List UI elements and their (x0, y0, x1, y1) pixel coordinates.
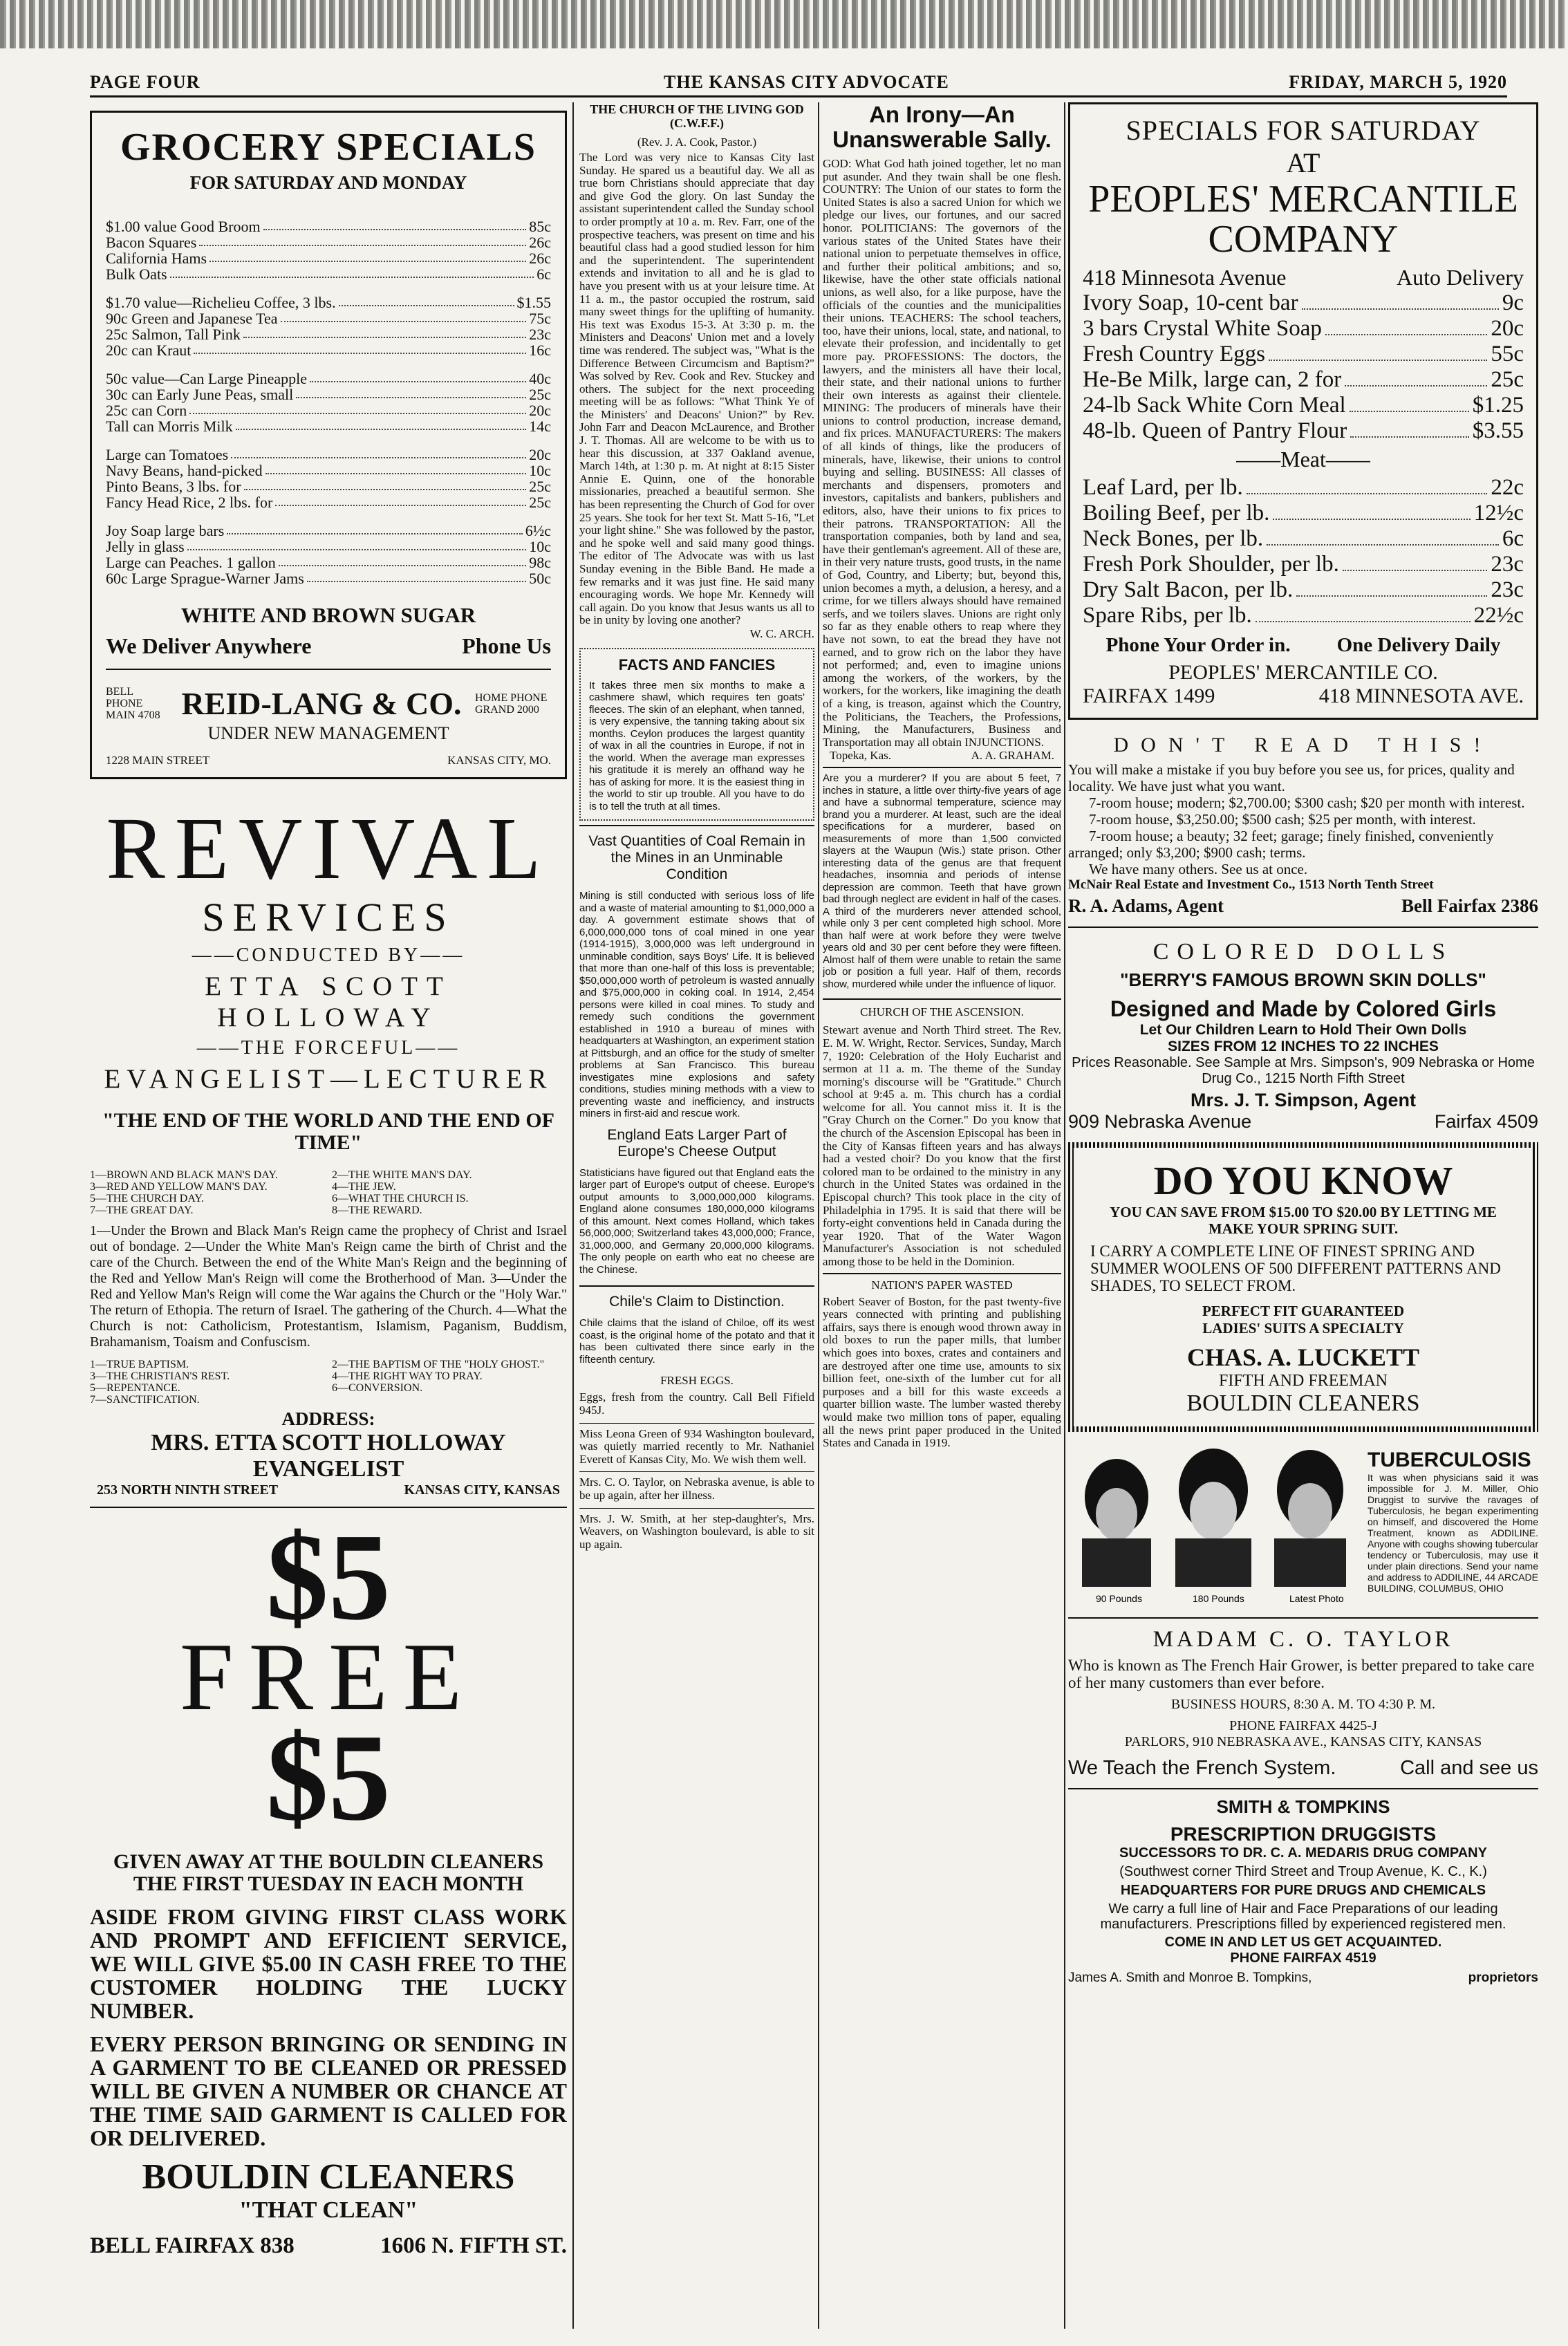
smith-location: (Southwest corner Third Street and Troup Avenue, K. C., K.) (1119, 1864, 1487, 1879)
tb-title: TUBERCULOSIS (1368, 1449, 1531, 1471)
peoples-street: 418 MINNESOTA AVE. (1318, 685, 1524, 707)
item-name: Jelly in glass (106, 538, 185, 555)
home-phone: HOME PHONE GRAND 2000 (475, 691, 548, 716)
item-name: Spare Ribs, per lb. (1083, 603, 1252, 628)
peoples-fairfax: FAIRFAX 1499 (1083, 685, 1215, 707)
item-name: Ivory Soap, 10-cent bar (1083, 290, 1298, 315)
item-name: Dry Salt Bacon, per lb. (1083, 577, 1294, 602)
dolls-phone: Fairfax 4509 (1434, 1111, 1538, 1132)
facts-text: It takes three men six months to make a cashmere shawl, which requires ten goats' fleeces. The skin of an elephant, when tanned, is very expensive, the tanning taking about six months. Ceylon produces the largest quantity of wax in all the countries in Europe, if not in the world. When the average man expresses his gratitude it is merely an offhand way he has of asking for more. It is the easiest thing in the world to stir up trouble. All you have to do is to tell the truth at all times. (589, 679, 805, 812)
topic-item: 3—THE CHRISTIAN'S REST. (90, 1370, 230, 1382)
item-price: 50c (529, 570, 551, 587)
listing-item: We have many others. See us at once. (1089, 861, 1308, 877)
smith-carry: We carry a full line of Hair and Face Preparations of our leading manufacturers. Prescriptions filled by experienced registered men. (1100, 1901, 1506, 1932)
item-price: 75c (529, 310, 551, 327)
item-name: Leaf Lard, per lb. (1083, 475, 1243, 500)
item-price: 25c (1491, 367, 1524, 392)
item-price: $1.55 (516, 294, 551, 311)
topic-item: 8—THE REWARD. (332, 1204, 422, 1216)
grocery-row (106, 326, 551, 342)
smith-sub: PRESCRIPTION DRUGGISTS (1170, 1823, 1437, 1845)
dont-read-agent: R. A. Adams, Agent (1068, 895, 1224, 916)
peoples-row (1083, 418, 1524, 444)
dont-read-company: McNair Real Estate and Investment Co., 1513 North Tenth Street (1068, 877, 1434, 892)
dont-read-items (1068, 794, 1538, 877)
cleaners-phone: BELL FAIRFAX 838 (90, 2233, 295, 2258)
item-price: 55c (1491, 342, 1524, 366)
irony-place: Topeka, Kas. (830, 749, 891, 763)
free-amount: $5 (266, 1508, 391, 1646)
sermon-theme: "THE END OF THE WORLD AND THE END OF TIME" (102, 1109, 554, 1154)
smith-succ: SUCCESSORS TO DR. C. A. MEDARIS DRUG COMPANY (1119, 1845, 1487, 1861)
grocery-row (106, 310, 551, 326)
listing-item: 7-room house, $3,250.00; $500 cash; $25 per month, with interest. (1089, 811, 1476, 828)
dolls-made: Designed and Made by Colored Girls (1110, 996, 1497, 1021)
free-aside: ASIDE FROM GIVING FIRST CLASS WORK AND PROMPT AND EFFICIENT SERVICE, WE WILL GIVE $5.00 IN CASH FREE TO THE CUSTOMER HOLDING THE LUCKY NUMBER. (90, 1904, 567, 2023)
peoples-row (1083, 290, 1524, 316)
item-name: California Hams (106, 250, 207, 267)
item-name: Fancy Head Rice, 2 lbs. for (106, 494, 273, 511)
church-text: The Lord was very nice to Kansas City last Sunday. He spared us a beautiful day. We all as true born Christians should appreciate that day and give God the glory. On last Sunday the assistant superintendent called the Sunday school to order promptly at 10 a. m. Rev. Farr, one of the prospective teachers, was present on time and his beautiful class had a good studied lesson for him and the superintendent. The superintendent extends and invitation to all and he is glad to have you present with us at your leisure time. At 11 a. m., the pastor occupied the rostrum, said many sweet things for the uplifting of humanity. His text was Exodus 15-3. At 3:30 p. m. the Ministers and Deacons' Union met and a lovely time was rendered. The subject was, "What is the Difference Between Circumcism and Baptism?" Was solved by Rev. Cook and Rev. Stuckey and others. The subject for the next proceeding meeting will be as follows: "What Think Ye of the Ministers' and Deacons' Union?" by Rev. John Farr and Deacon McLaurence, and Brother J. T. Thomas. All are welcome to be with us to hear this discussion, at 337 Oakland avenue, March 14th, at 1:30 p. m. At night at 8:15 Sister Annie E. Quinn, one of the honorable missionaries, preached a beautiful sermon. She has been representing the Church of God for over 25 years. She took for her text St. Matt 5-16, "Let your light shine." She was followed by the pastor, and he spoke well and said many good things. The editor of The Advocate was with us last Sunday evening in the Bible Band. He made a few remarks and it was just fine. He said many encouraging words. We hope Mr. Kennedy will call again. Do you know that Jesus wants us all to be in unity by loving one another? (579, 151, 814, 627)
item-price: 12½c (1473, 501, 1524, 525)
cleaners-slogan: "THAT CLEAN" (239, 2197, 418, 2223)
tailor-name: CHAS. A. LUCKETT (1186, 1343, 1420, 1371)
topic-item: 3—RED AND YELLOW MAN'S DAY. (90, 1181, 268, 1193)
taylor-hours: BUSINESS HOURS, 8:30 A. M. TO 4:30 P. M. (1170, 1697, 1436, 1712)
item-price: 10c (529, 538, 551, 555)
free-every: EVERY PERSON BRINGING OR SENDING IN A GARMENT TO BE CLEANED OR PRESSED WILL BE GIVEN A NUMBER OR CHANCE AT THE TIME SAID GARMENT IS CALLED FOR OR DELIVERED. (90, 2031, 567, 2150)
store-name: REID-LANG & CO. (181, 686, 462, 721)
irony-title: An Irony—An Unanswerable Sally. (832, 102, 1052, 152)
grocery-row (106, 463, 551, 478)
free-ad (90, 1507, 567, 2259)
grocery-row (106, 555, 551, 570)
meat-row (1083, 577, 1524, 603)
column-3 (823, 102, 1061, 2329)
coal-title: Vast Quantities of Coal Remain in the Mines in an Unminable Condition (588, 833, 805, 883)
facts-box (579, 648, 814, 821)
address-label: ADDRESS: (281, 1408, 375, 1429)
topic-item: 7—SANCTIFICATION. (90, 1394, 200, 1406)
tailor-company: BOULDIN CLEANERS (1186, 1390, 1420, 1416)
grocery-row (106, 418, 551, 434)
item-price: 16c (529, 342, 551, 359)
item-name: Fresh Pork Shoulder, per lb. (1083, 552, 1339, 577)
tailor-address: FIFTH AND FREEMAN (1218, 1372, 1388, 1390)
peoples-ad (1068, 102, 1538, 720)
item-name: Joy Soap large bars (106, 522, 225, 539)
topic-item: 6—WHAT THE CHURCH IS. (332, 1193, 469, 1204)
meat-row (1083, 603, 1524, 629)
dolls-address: 909 Nebraska Avenue (1068, 1111, 1252, 1132)
ascension-title: CHURCH OF THE ASCENSION. (860, 1005, 1024, 1019)
grocery-row (106, 234, 551, 250)
sugar-line: WHITE AND BROWN SUGAR (180, 603, 476, 627)
revival-topics-2 (90, 1359, 567, 1406)
do-you-know-l3: PERFECT FIT GUARANTEED (1202, 1303, 1405, 1319)
item-price: 20c (1491, 316, 1524, 341)
topic-item: 1—TRUE BAPTISM. (90, 1359, 189, 1370)
item-name: 60c Large Sprague-Warner Jams (106, 570, 304, 587)
free-amount-2: $5 (266, 1709, 391, 1846)
grocery-row (106, 539, 551, 555)
item-name: Tall can Morris Milk (106, 418, 233, 435)
item-name: Navy Beans, hand-picked (106, 462, 263, 479)
the-forceful: ——THE FORCEFUL—— (196, 1037, 460, 1059)
dolls-prices: Prices Reasonable. See Sample at Mrs. Simpson's, 909 Nebraska or Home Drug Co., 1215 North Fifth Street (1072, 1055, 1535, 1086)
peoples-row (1083, 393, 1524, 418)
column-1 (90, 102, 567, 2329)
item-price: 6c (1502, 526, 1524, 551)
topic-item: 6—CONVERSION. (332, 1382, 423, 1394)
bell-phone: BELL PHONE MAIN 4708 (106, 686, 160, 721)
paper-waste-text: Robert Seaver of Boston, for the past twenty-five years connected with printing and publishing affairs, says there is enough wood thrown away in old boxes to run the paper mills, that lumber which goes into boxes, crates and containers and are destroyed after one time use, amounts to six billion feet, one-sixth of the lumber cut for all purposes and a bill for this waste exceeds a quarter billion waste. The lumber wasted thereby would make two million tons of paper, equaling all the news print paper produced in the United States and Canada in 1919. (823, 1294, 1061, 1450)
peoples-phone: Phone Your Order in. (1105, 634, 1291, 656)
tb-text: It was when physicians said it was impossible for J. M. Miller, Ohio Druggist to survive the ravages of Tuberculosis, he began experimenting on himself, and discovered the Home Treatment, known as ADDILINE. Anyone with coughs showing tubercular tendency or Tuberculosis, may use it under plain directions. Send your name and address to ADDILINE, 44 ARCADE BUILDING, COLUMBUS, OHIO (1368, 1472, 1538, 1594)
item-price: 22c (1491, 475, 1524, 500)
grocery-subtitle: FOR SATURDAY AND MONDAY (189, 172, 467, 193)
management-line: UNDER NEW MANAGEMENT (207, 723, 449, 743)
running-head (90, 68, 1507, 97)
column-rule (818, 102, 819, 2329)
peoples-price-list (1083, 290, 1524, 444)
dont-read-phone: Bell Fairfax 2386 (1401, 895, 1538, 916)
cleaners-name: BOULDIN CLEANERS (142, 2157, 515, 2197)
address-street: 253 NORTH NINTH STREET (97, 1482, 279, 1498)
item-price: 25c (529, 494, 551, 511)
peoples-delivery: Auto Delivery (1397, 265, 1524, 290)
dolls-sizes: SIZES FROM 12 INCHES TO 22 INCHES (1168, 1039, 1439, 1054)
item-name: $1.00 value Good Broom (106, 218, 261, 235)
item-name: Boiling Beef, per lb. (1083, 501, 1270, 525)
smith-title: SMITH & TOMPKINS (1216, 1796, 1390, 1817)
cheese-title: England Eats Larger Part of Europe's Cheese Output (607, 1126, 787, 1160)
chile-text: Chile claims that the island of Chiloe, off its west coast, is the original home of the potato and that it has been cultivated there since early in the fifteenth century. (579, 1317, 814, 1366)
meat-row (1083, 475, 1524, 501)
peoples-row (1083, 316, 1524, 342)
grocery-row (106, 570, 551, 586)
peoples-row (1083, 367, 1524, 393)
caption-3: Latest Photo (1289, 1593, 1344, 1604)
revival-title: REVIVAL (106, 799, 551, 897)
peoples-daily: One Delivery Daily (1336, 634, 1501, 656)
dolls-let: Let Our Children Learn to Hold Their Own Dolls (1139, 1022, 1467, 1038)
personal-item: Mrs. C. O. Taylor, on Nebraska avenue, is able to be up again, after her illness. (579, 1471, 814, 1502)
evangelist-role: EVANGELIST—LECTURER (104, 1064, 553, 1094)
topic-item: 5—REPENTANCE. (90, 1382, 180, 1394)
address-name: MRS. ETTA SCOTT HOLLOWAY (151, 1430, 506, 1455)
grocery-row (106, 218, 551, 234)
grocery-row (106, 494, 551, 510)
item-price: 23c (1491, 577, 1524, 602)
item-price: 9c (1502, 290, 1524, 315)
personal-item: Mrs. J. W. Smith, at her step-daughter's, Mrs. Weavers, on Washington boulevard, is able to sit up again. (579, 1508, 814, 1552)
item-name: Pinto Beans, 3 lbs. for (106, 478, 241, 495)
topic-item: 1—BROWN AND BLACK MAN'S DAY. (90, 1169, 278, 1181)
item-name: Bulk Oats (106, 266, 167, 283)
item-price: 6½c (525, 522, 551, 539)
grocery-row (106, 478, 551, 494)
smith-proprietors: proprietors (1468, 1971, 1538, 1985)
item-name: $1.70 value—Richelieu Coffee, 3 lbs. (106, 294, 336, 311)
address-role: EVANGELIST (252, 1456, 404, 1482)
item-price: 26c (529, 250, 551, 267)
paper-name: THE KANSAS CITY ADVOCATE (664, 72, 949, 92)
revival-ad (90, 799, 567, 1498)
dont-read-title: DON'T READ THIS! (1113, 734, 1493, 756)
item-name: 25c Salmon, Tall Pink (106, 326, 241, 343)
dont-read-intro: You will make a mistake if you buy before you see us, for prices, quality and locality. We have just what you want. (1068, 761, 1515, 794)
grocery-row (106, 371, 551, 387)
issue-date: FRIDAY, MARCH 5, 1920 (1289, 72, 1507, 92)
item-price: 23c (1491, 552, 1524, 577)
revival-topics (90, 1169, 567, 1216)
tuberculosis-ad (1068, 1449, 1538, 1608)
grocery-row (106, 402, 551, 418)
dolls-title: COLORED DOLLS (1152, 939, 1454, 965)
taylor-title: MADAM C. O. TAYLOR (1152, 1627, 1454, 1652)
meat-row (1083, 526, 1524, 552)
grocery-row (106, 266, 551, 282)
smith-ad (1068, 1788, 1538, 1986)
personals (579, 1423, 814, 1552)
murderer-text: Are you a murderer? If you are about 5 feet, 7 inches in stature, a little over thirty-five years of age and have a subnormal temperature, science may brand you a murderer. At least, such are the ideal specifications for a murderer, based on measurements of more than 1,500 convicted slayers at the Waupun (Wis.) state prison. Other interesting data of the genus are that frequent headaches, insomnia and periods of intense depression are common. Teeth that have grown bad through neglect are evident in half of the cases. A third of the murderers never attended school, while only 3 per cent completed high school. More than half were at work before they were twelve years old and 30 per cent before they were fifteen. Almost half of them were unable to retain the same job or position a full year. Half of them, records show, murdered while under the influence of liquor. (823, 772, 1061, 990)
item-price: $3.55 (1472, 418, 1524, 443)
caption-1: 90 Pounds (1096, 1593, 1142, 1604)
item-price: 20c (529, 446, 551, 463)
peoples-l1: SPECIALS FOR SATURDAY (1126, 115, 1481, 146)
column-rule (572, 102, 574, 2329)
do-you-know-ad (1068, 1142, 1538, 1432)
do-you-know-title: DO YOU KNOW (1153, 1158, 1453, 1203)
dont-read-ad (1068, 734, 1538, 917)
item-name: 3 bars Crystal White Soap (1083, 316, 1322, 341)
topic-item: 2—THE WHITE MAN'S DAY. (332, 1169, 472, 1181)
item-name: 30c can Early June Peas, small (106, 386, 294, 403)
dolls-ad (1068, 927, 1538, 1133)
irony-author: A. A. GRAHAM. (971, 749, 1054, 763)
column-2 (579, 102, 814, 2329)
item-price: 25c (529, 478, 551, 495)
paper-waste-title: NATION'S PAPER WASTED (871, 1278, 1013, 1292)
meat-row (1083, 552, 1524, 577)
address-city: KANSAS CITY, KANSAS (404, 1482, 560, 1498)
peoples-l2: AT (1286, 147, 1320, 178)
do-you-know-l4: LADIES' SUITS A SPECIALTY (1202, 1320, 1404, 1337)
topic-item: 5—THE CHURCH DAY. (90, 1193, 204, 1204)
revival-text: 1—Under the Brown and Black Man's Reign came the prophecy of Christ and Israel out of bondage. 2—Under the White Man's Reign came the birth of Christ and the care of the Church. Between the end of the White Man's Reign and the beginning of the Red and Yellow Man's Reign will come the Brotherhood of Man. 3—Under the Red and Yellow Man's Reign will come the War agains the Church or the "Holy War." The return of Ethopia. The return of Israel. The gathering of the Church. 4—What the Church is not: Catholicism, Protestantism, Islamism, Paganism, Buddism, Brahamanism, Toaism and Confuscism. (90, 1223, 567, 1350)
church-signature: W. C. ARCH. (749, 626, 814, 640)
item-price: 98c (529, 554, 551, 571)
conducted-by: ——CONDUCTED BY—— (192, 944, 465, 966)
smith-phone: PHONE FAIRFAX 4519 (1230, 1951, 1376, 1966)
item-price: 22½c (1473, 603, 1524, 628)
cleaners-address: 1606 N. FIFTH ST. (380, 2233, 567, 2258)
item-price: 26c (529, 234, 551, 251)
peoples-l3: PEOPLES' MERCANTILE (1088, 178, 1518, 221)
item-name: 48-lb. Queen of Pantry Flour (1083, 418, 1347, 443)
item-name: He-Be Milk, large can, 2 for (1083, 367, 1342, 392)
coal-text: Mining is still conducted with serious loss of life and a waste of material amounting to $1,000,000 a day. A government estimate shows that of 6,000,000,000 tons of coal mined in one year (1914-1915), 3,000,000 was left underground in unminable condition, says Boys' Life. It is believed that more than one-half of this loss is preventable; $50,000,000 worth of petroleum is wasted annually and $75,000,000 in coking coal. In 1914, 2,454 persons were killed in coal mines. To study and remedy such conditions the government established in 1910 a bureau of mines with headquarters at Washington, an experiment station at Pittsburgh, and an office for the study of smelter problems at San Francisco. This bureau investigates mine explosions and safety conditions, studies mining methods with a view to preventing waste and inefficiency, and instructs miners in first-aid and rescue work. (579, 890, 814, 1120)
taylor-call: Call and see us (1400, 1757, 1538, 1779)
cheese-text: Statisticians have figured out that England eats the larger part of Europe's output of cheese. Europe's output amounts to 3,000,000,000 kilograms. England alone consumes 180,000,000 kilograms of this amount. Next comes Holland, which takes 56,000,000; Switzerland takes 43,000,000; France, 31,000,000, and Germany 20,000,000 kilograms. The only people on earth who eat no cheese are the Chinese. (579, 1166, 814, 1276)
torn-top-edge (0, 0, 1568, 48)
listing-item: 7-room house; modern; $2,700.00; $300 cash; $20 per month with interest. (1089, 794, 1525, 811)
column-rule (1064, 102, 1065, 2329)
grocery-row (106, 387, 551, 402)
dolls-sub: "BERRY'S FAMOUS BROWN SKIN DOLLS" (1120, 969, 1486, 990)
eggs-title: FRESH EGGS. (660, 1374, 734, 1388)
grocery-row (106, 523, 551, 539)
peoples-l4: COMPANY (1208, 218, 1399, 261)
smith-come: COME IN AND LET US GET ACQUAINTED. (1164, 1935, 1442, 1950)
meat-heading: ——Meat—— (1236, 447, 1370, 472)
church-title: THE CHURCH OF THE LIVING GOD (C.W.F.F.) (590, 102, 804, 130)
taylor-phone: PHONE FAIRFAX 4425-J (1229, 1718, 1377, 1733)
phone-us-text: Phone Us (462, 633, 551, 658)
taylor-teach: We Teach the French System. (1068, 1757, 1336, 1779)
personal-item: Miss Leona Green of 934 Washington boulevard, was quietly married recently to Mr. Nathaniel Everett of Kansas City, Mo. We wish them well. (579, 1423, 814, 1467)
chile-title: Chile's Claim to Distinction. (609, 1294, 785, 1310)
irony-text: GOD: What God hath joined together, let no man put asunder. And they twain shall be one flesh. COUNTRY: The Union of our states to form the United States is also a sacred Union for which we pledge our lives, our fortunes, and our sacred honor. POLITICIANS: The governors of the various states of the United States have their national union to perpetuate themselves in office, and further their political ambitions; and so, likewise, have the other state officials national unions, as well also, for a like purpose, have the officials of the counties and the municipalities their unions. TEACHERS: The school teachers, too, have their unions, local, state, and national, to elevate their profession, and incidentally to get more pay. PROFESSIONS: The doctors, the lawyers, and the ministers all have their local, their state, and their national unions to further their own interests as against their clientele. MINING: The producers of minerals have their unions to control production, increase demand, and fix prices. MANUFACTURERS: The makers of all kinds of things, like the producers of minerals, have, likewise, their unions to control buying and selling. BUSINESS: All classes of merchants and dispensers, promoters and investors, capitalists and bankers, publishers and editors, also, have their unions to fix prices to their patrons. TRANSPORTATION: All the transportation companies, both by land and sea, have their gentleman's agreement. All of these are, in their very nature trusts, good trusts, in the name of God, Country, and Liberty; but, beyond this, union becomes a myth, a delusion, a heresy, and a crime, for we tillers always should have remained serfs, and we toilers slaves. Unions are right only so far as they enable others to reap where they have not sown, to eat the bread they have not earned, and to grow rich on the labor they have not performed; and, even to imagine unions among the workers, of the workers, by the workers, for the workers, like imagining the death of a king, is treason, against which the Country, the Politicians, the Teachers, the Professions, Mining, the Manufacturers, Business and Transportation may all obtain INJUNCTIONS. (823, 157, 1061, 749)
ascension-text: Stewart avenue and North Third street. The Rev. E. M. W. Wright, Rector. Services, Sunday, March 7, 1920: Celebration of the Holy Eucharist and sermon at 11 a. m. The theme of the Sunday morning's discourse will be "Gratitude." Church school at 9:45 a. m. This church has a cordial welcome for all. You cannot miss it. It is the "Gray Church on the Corner." Do you know that the church of the Ascension Episcopal has been in the City of Kansas fifteen years and has always had a vested choir? Do you know that the first colored man to be ordained to the ministry in any church in the United States was ordained in the Episcopal church? This took place in the city of Philadelphia in 1795. It is said that there will be forty-eight conventions held in Canada during the year 1920. That of the Water Wagon Manufacturer's Association is not scheduled among those to be held in the Dominion. (823, 1023, 1061, 1268)
page-number: PAGE FOUR (90, 72, 200, 92)
topic-item: 2—THE BAPTISM OF THE "HOLY GHOST." (332, 1359, 545, 1370)
evangelist-name: ETTA SCOTT HOLLOWAY (205, 971, 452, 1032)
eggs-text: Eggs, fresh from the country. Call Bell Fifield 945J. (579, 1390, 814, 1417)
item-name: Fresh Country Eggs (1083, 342, 1265, 366)
item-price: $1.25 (1472, 393, 1524, 418)
topic-item: 4—THE JEW. (332, 1181, 396, 1193)
store-street: 1228 MAIN STREET (106, 754, 210, 767)
item-name: 90c Green and Japanese Tea (106, 310, 278, 327)
grocery-row (106, 295, 551, 310)
meat-row (1083, 501, 1524, 526)
item-name: 24-lb Sack White Corn Meal (1083, 393, 1346, 418)
church-pastor: (Rev. J. A. Cook, Pastor.) (637, 136, 757, 149)
caption-2: 180 Pounds (1193, 1593, 1244, 1604)
item-price: 6c (536, 266, 551, 283)
deliver-text: We Deliver Anywhere (106, 633, 312, 658)
item-name: Large can Tomatoes (106, 446, 229, 463)
grocery-price-list (106, 218, 551, 586)
peoples-row (1083, 342, 1524, 367)
free-word: FREE (179, 1623, 478, 1731)
do-you-know-l2: I CARRY A COMPLETE LINE OF FINEST SPRING AND SUMMER WOOLENS OF 500 DIFFERENT PATTERNS AND SHADES, TO SELECT FROM. (1090, 1242, 1501, 1294)
services-title: SERVICES (202, 895, 455, 940)
item-price: 85c (529, 218, 551, 235)
item-name: Large can Peaches. 1 gallon (106, 554, 276, 571)
item-name: 25c can Corn (106, 402, 187, 419)
item-name: Neck Bones, per lb. (1083, 526, 1264, 551)
facts-title: FACTS AND FANCIES (618, 655, 776, 673)
portraits-image (1068, 1449, 1362, 1608)
grocery-row (106, 447, 551, 463)
item-name: Bacon Squares (106, 234, 197, 251)
smith-props: James A. Smith and Monroe B. Tompkins, (1068, 1971, 1312, 1985)
meat-price-list (1083, 475, 1524, 629)
item-name: 20c can Kraut (106, 342, 192, 359)
listing-item: 7-room house; a beauty; 32 feet; garage; finely finished, conveniently arranged; only $3,200; $900 cash; terms. (1068, 828, 1494, 861)
item-price: 14c (529, 418, 551, 435)
do-you-know-l1: YOU CAN SAVE FROM $15.00 TO $20.00 BY LETTING ME MAKE YOUR SPRING SUIT. (1110, 1204, 1497, 1237)
peoples-address: 418 Minnesota Avenue (1083, 265, 1287, 290)
grocery-row (106, 250, 551, 266)
taylor-ad (1068, 1617, 1538, 1780)
grocery-ad (90, 111, 567, 779)
topic-item: 7—THE GREAT DAY. (90, 1204, 194, 1216)
topic-item: 4—THE RIGHT WAY TO PRAY. (332, 1370, 483, 1382)
grocery-row (106, 342, 551, 358)
store-city: KANSAS CITY, MO. (447, 754, 551, 767)
smith-hq: HEADQUARTERS FOR PURE DRUGS AND CHEMICALS (1120, 1883, 1486, 1898)
taylor-text: Who is known as The French Hair Grower, is better prepared to take care of her many customers than ever before. (1068, 1657, 1535, 1691)
dolls-agent: Mrs. J. T. Simpson, Agent (1190, 1090, 1417, 1110)
grocery-title: GROCERY SPECIALS (120, 126, 537, 169)
item-price: 25c (529, 386, 551, 403)
item-name: 50c value—Can Large Pineapple (106, 370, 307, 387)
item-price: 23c (529, 326, 551, 343)
column-4 (1068, 102, 1538, 2329)
item-price: 20c (529, 402, 551, 419)
peoples-name: PEOPLES' MERCANTILE CO. (1168, 661, 1438, 684)
item-price: 10c (529, 462, 551, 479)
item-price: 40c (529, 370, 551, 387)
free-given: GIVEN AWAY AT THE BOULDIN CLEANERS THE FIRST TUESDAY IN EACH MONTH (113, 1850, 544, 1895)
taylor-parlors: PARLORS, 910 NEBRASKA AVE., KANSAS CITY, KANSAS (1124, 1734, 1482, 1749)
